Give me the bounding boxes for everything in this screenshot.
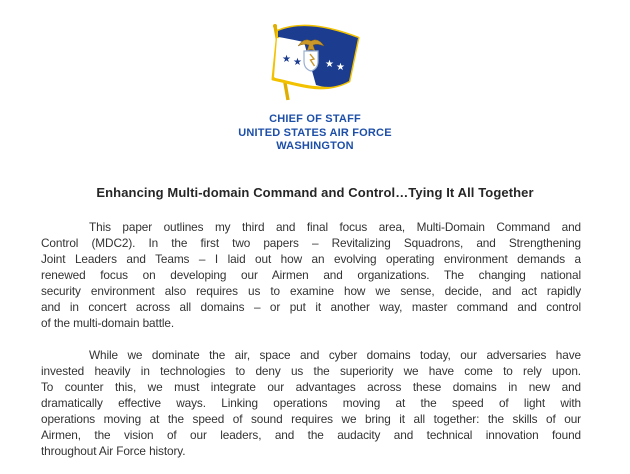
flag-star-white-2: ★ [336, 62, 345, 73]
paragraph-1-line: Control (MDC2). In the first two papers – Revitalizing Squadrons, and Strengthening [41, 236, 581, 250]
csaf-flag-icon [248, 18, 368, 104]
csaf-flag-graphic [248, 18, 368, 104]
paragraph-1-line: security environment also requires us to examine how we sense, decide, and act rapidly [41, 284, 581, 298]
paragraph-1-line: of the multi-domain battle. [41, 316, 175, 330]
letterhead-service: UNITED STATES AIR FORCE [238, 126, 392, 139]
paragraph-2-line: To counter this, we must integrate our advantages across these domains in new and [41, 380, 581, 394]
paragraph-1-line: and in concert across all domains – or put it another way, master command and control [41, 300, 581, 314]
paragraph-2-line: dramatically effective ways. Linking operations moving at the speed of light with [41, 396, 581, 410]
flag-star-white-1: ★ [325, 59, 334, 70]
letterhead-location: WASHINGTON [276, 140, 354, 152]
paragraph-2-line: operations moving at the speed of sound requires we bring it all together: the skills of our [41, 412, 581, 426]
paragraph-2-line: invested heavily in technologies to deny us the superiority we have come to rely upon. [41, 364, 581, 378]
flag-pole-finial [273, 24, 277, 28]
letterhead [0, 113, 630, 154]
paragraph-2-line: Airmen, the vision of our leaders, and the audacity and technical innovation found [41, 428, 581, 442]
flag-star-blue-2: ★ [293, 57, 302, 68]
paragraph-2 [41, 347, 581, 459]
paragraph-1-line: This paper outlines my third and final focus area, Multi-Domain Command and [89, 220, 581, 234]
paragraph-1 [41, 219, 581, 331]
memo-title: Enhancing Multi-domain Command and Control…Tying It All Together [96, 185, 534, 200]
paragraph-1-line: renewed focus on developing our Airmen and organizations. The changing national [41, 268, 581, 282]
flag-star-blue-1: ★ [282, 54, 291, 65]
letterhead-office: CHIEF OF STAFF [269, 113, 361, 125]
paragraph-1-line: Joint Leaders and Teams – I laid out how an evolving operating environment demands a [41, 252, 581, 266]
paragraph-2-line: throughout Air Force history. [41, 444, 186, 458]
paragraph-2-line: While we dominate the air, space and cyber domains today, our adversaries have [89, 348, 581, 362]
